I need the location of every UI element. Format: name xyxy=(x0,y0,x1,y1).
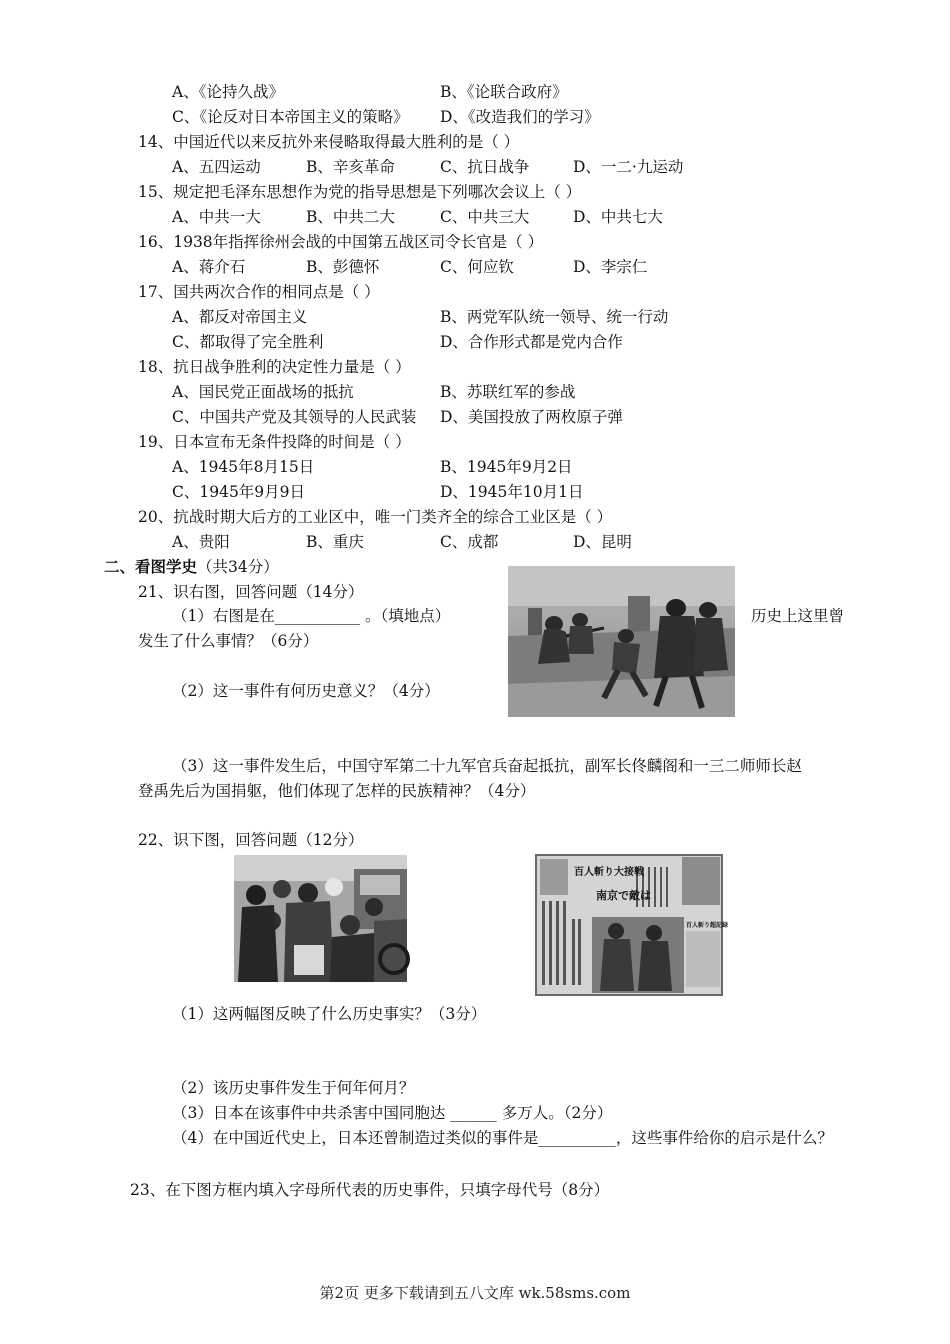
option-d: D、合作形式都是党内合作 xyxy=(440,333,623,351)
option-a: A、蒋介石 xyxy=(172,258,246,276)
section-heading xyxy=(104,557,279,577)
q13-option-d: D、《改造我们的学习》 xyxy=(440,108,600,126)
question-stem: 15、规定把毛泽东思想作为党的指导思想是下列哪次会议上（ ） xyxy=(138,183,582,201)
q22-photo-left xyxy=(234,855,407,982)
option-c: C、成都 xyxy=(440,533,499,551)
option-d: D、1945年10月1日 xyxy=(440,483,584,501)
q22-part2: （2）该历史事件发生于何年何月？ xyxy=(172,1079,415,1097)
option-c: C、何应钦 xyxy=(440,258,514,276)
option-d: D、美国投放了两枚原子弹 xyxy=(440,408,623,426)
option-a: A、国民党正面战场的抵抗 xyxy=(172,383,354,401)
section-title: 二、看图学史 xyxy=(104,557,198,576)
q13-option-b: B、《论联合政府》 xyxy=(440,83,568,101)
option-b: B、两党军队统一领导、统一行动 xyxy=(440,308,669,326)
option-d: D、中共七大 xyxy=(573,208,663,226)
q13-option-c: C、《论反对日本帝国主义的策略》 xyxy=(172,108,409,126)
option-a: A、贵阳 xyxy=(172,533,230,551)
option-c: C、抗日战争 xyxy=(440,158,530,176)
q22-part3: （3）日本在该事件中共杀害中国同胞达 ______ 多万人。（2分） xyxy=(172,1104,613,1122)
q22-part4: （4）在中国近代史上，日本还曾制造过类似的事件是__________，这些事件给你的启示是什么？ xyxy=(172,1129,833,1147)
option-d: D、一二·九运动 xyxy=(573,158,684,176)
option-c: C、中共三大 xyxy=(440,208,530,226)
question-stem: 17、国共两次合作的相同点是（ ） xyxy=(138,283,380,301)
newspaper-photo-image xyxy=(536,855,729,995)
page-footer: 第2页 更多下载请到五八文库 wk.58sms.com xyxy=(319,1284,631,1302)
q23-stem: 23、在下图方框内填入字母所代表的历史事件，只填字母代号（8分） xyxy=(130,1181,610,1199)
option-b: B、辛亥革命 xyxy=(306,158,395,176)
q21-part2: （2）这一事件有何历史意义？（4分） xyxy=(172,682,440,700)
newspaper-headline-2: 南京で敵は xyxy=(596,889,651,902)
option-b: B、重庆 xyxy=(306,533,364,551)
question-stem: 14、中国近代以来反抗外来侵略取得最大胜利的是（ ） xyxy=(138,133,520,151)
q21-part3-cont: 登禹先后为国捐躯，他们体现了怎样的民族精神？（4分） xyxy=(138,782,536,800)
q21-part1: （1）右图是在___________ 。（填地点） xyxy=(172,607,451,625)
question-stem: 16、1938年指挥徐州会战的中国第五战区司令长官是（ ） xyxy=(138,233,544,251)
newspaper-headline-3: 百人斬り超記録 xyxy=(686,922,729,929)
option-b: B、苏联红军的参战 xyxy=(440,383,576,401)
newspaper-headline-1: 百人斬り大接戦 xyxy=(574,867,644,878)
option-a: A、都反对帝国主义 xyxy=(172,308,308,326)
q21-part1-end: 发生了什么事情？（6分） xyxy=(138,632,319,650)
q22-stem: 22、识下图，回答问题（12分） xyxy=(138,831,364,849)
q21-stem: 21、识右图，回答问题（14分） xyxy=(138,583,364,601)
option-c: C、都取得了完全胜利 xyxy=(172,333,324,351)
option-a: A、1945年8月15日 xyxy=(172,458,315,476)
option-c: C、1945年9月9日 xyxy=(172,483,306,501)
option-c: C、中国共产党及其领导的人民武装 xyxy=(172,408,417,426)
crowd-photo-image xyxy=(234,855,407,982)
option-d: D、李宗仁 xyxy=(573,258,648,276)
option-d: D、昆明 xyxy=(573,533,632,551)
section-score: （共34分） xyxy=(197,558,279,576)
q13-option-a: A、《论持久战》 xyxy=(172,83,284,101)
option-a: A、中共一大 xyxy=(172,208,261,226)
question-stem: 20、抗战时期大后方的工业区中，唯一门类齐全的综合工业区是（ ） xyxy=(138,508,613,526)
q22-part1: （1）这两幅图反映了什么历史事实？（3分） xyxy=(172,1005,487,1023)
option-b: B、1945年9月2日 xyxy=(440,458,573,476)
option-a: A、五四运动 xyxy=(172,158,261,176)
question-stem: 19、日本宣布无条件投降的时间是（ ） xyxy=(138,433,411,451)
soldiers-photo-image xyxy=(508,566,735,717)
q21-part3: （3）这一事件发生后，中国守军第二十九军官兵奋起抵抗，副军长佟麟阁和一三二师师长赵 xyxy=(172,757,802,775)
question-stem: 18、抗日战争胜利的决定性力量是（ ） xyxy=(138,358,411,376)
q21-part1-cont: 历史上这里曾 xyxy=(751,607,845,625)
q21-photo xyxy=(508,566,735,717)
q22-photo-right xyxy=(536,855,729,995)
option-b: B、彭德怀 xyxy=(306,258,380,276)
option-b: B、中共二大 xyxy=(306,208,395,226)
